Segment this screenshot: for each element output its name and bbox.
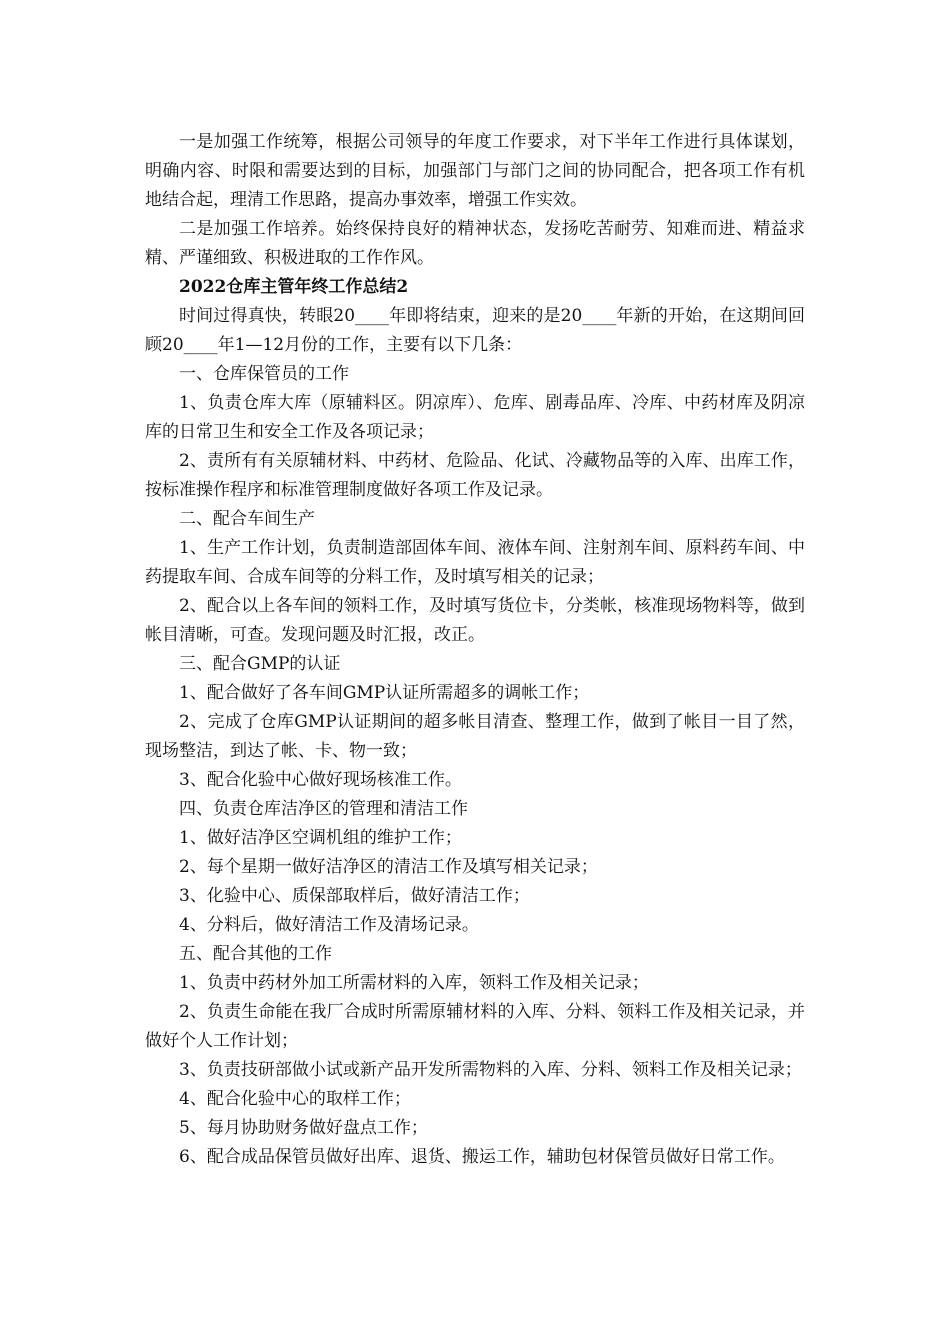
paragraph: 1、负责仓库大库（原辅料区。阴凉库）、危库、剧毒品库、冷库、中药材库及阴凉库的日常卫生和安全工作及各项记录；	[145, 393, 805, 442]
paragraph: 一是加强工作统筹，根据公司领导的年度工作要求，对下半年工作进行具体谋划，明确内容、时限和需要达到的目标，加强部门与部门之间的协同配合，把各项工作有机地结合起，理清工作思路，提高办事效率，增强工作实效。	[145, 132, 805, 210]
paragraph: 2、责所有有关原辅材料、中药材、危险品、化试、冷藏物品等的入库、出库工作，按标准操作程序和标准管理制度做好各项工作及记录。	[145, 451, 805, 500]
section-heading: 2022仓库主管年终工作总结2	[179, 277, 409, 297]
paragraph: 1、配合做好了各车间GMP认证所需超多的调帐工作；	[179, 683, 590, 703]
subheading: 一、仓库保管员的工作	[179, 364, 349, 384]
paragraph: 2、每个星期一做好洁净区的清洁工作及填写相关记录；	[179, 857, 598, 877]
subheading: 四、负责仓库洁净区的管理和清洁工作	[179, 799, 468, 819]
subheading: 五、配合其他的工作	[179, 944, 332, 964]
document-body	[145, 128, 805, 1172]
paragraph: 1、负责中药材外加工所需材料的入库，领料工作及相关记录；	[179, 973, 649, 993]
paragraph: 3、配合化验中心做好现场核准工作。	[179, 770, 462, 790]
paragraph: 2、配合以上各车间的领料工作，及时填写货位卡，分类帐，核准现场物料等，做到帐目清晰，可查。发现问题及时汇报，改正。	[145, 596, 805, 645]
paragraph: 4、配合化验中心的取样工作；	[179, 1089, 411, 1109]
paragraph: 5、每月协助财务做好盘点工作；	[179, 1118, 428, 1138]
paragraph: 2、负责生命能在我厂合成时所需原辅材料的入库、分料、领料工作及相关记录，并做好个人工作计划；	[145, 1002, 805, 1051]
paragraph: 3、化验中心、质保部取样后，做好清洁工作；	[179, 886, 530, 906]
paragraph: 3、负责技研部做小试或新产品开发所需物料的入库、分料、领料工作及相关记录；	[179, 1060, 802, 1080]
paragraph: 6、配合成品保管员做好出库、退货、搬运工作，辅助包材保管员做好日常工作。	[179, 1147, 785, 1167]
subheading: 三、配合GMP的认证	[179, 654, 341, 674]
paragraph: 4、分料后，做好清洁工作及清场记录。	[179, 915, 479, 935]
subheading: 二、配合车间生产	[179, 509, 315, 529]
paragraph: 1、生产工作计划，负责制造部固体车间、液体车间、注射剂车间、原料药车间、中药提取车间、合成车间等的分料工作，及时填写相关的记录；	[145, 538, 805, 587]
paragraph: 二是加强工作培养。始终保持良好的精神状态，发扬吃苦耐劳、知难而进、精益求精、严谨细致、积极进取的工作作风。	[145, 219, 805, 268]
paragraph: 时间过得真快，转眼20____年即将结束，迎来的是20____年新的开始，在这期间回顾20____年1—12月份的工作，主要有以下几条：	[145, 306, 805, 355]
paragraph: 2、完成了仓库GMP认证期间的超多帐目清查、整理工作，做到了帐目一目了然，现场整洁，到达了帐、卡、物一致；	[145, 712, 805, 761]
paragraph: 1、做好洁净区空调机组的维护工作；	[179, 828, 462, 848]
